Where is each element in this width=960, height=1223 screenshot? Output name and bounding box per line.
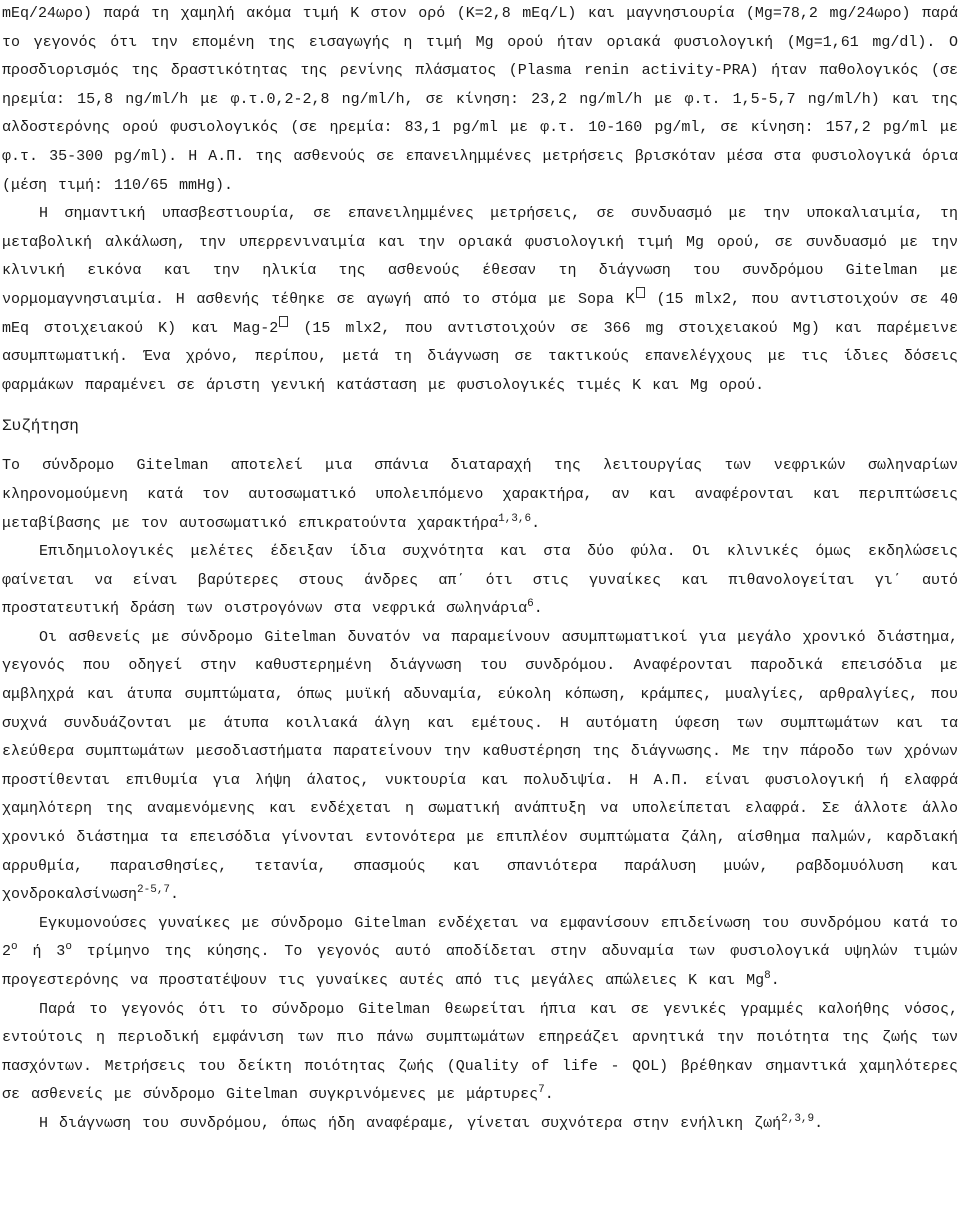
paragraph-quality-of-life: Παρά το γεγονός ότι το σύνδρομο Gitelman θεωρείται ήπια και σε γενικές γραμμές καλοήθης νόσος, εντούτοις η περιοδική εμφάνιση των πιο πάνω συμπτωμάτων επηρεάζει αρνητικά την ποιότητα της ζωής των πασχόντων. Μετρήσεις του δείκτη ποιότητας ζωής (Quality of life - QOL) βρέθηκαν σημαντικά χαμηλότερες σε ασθενείς με σύνδρομο Gitelman συγκρινόμενες με μάρτυρες$^7$. bbox=[2, 1000, 958, 1104]
citation-ref: 1,3,6 bbox=[498, 512, 532, 525]
paragraph-symptoms: Οι ασθενείς με σύνδρομο Gitelman δυνατόν να παραμείνουν ασυμπτωματικοί για μεγάλο χρονικό διάστημα, γεγονός που οδηγεί στην καθυστερημένη διάγνωση του συνδρόμου. Αναφέρονται παροδικά επεισόδια με αμβληχρά και άτυπα συμπτώματα, όπως μυϊκή αδυναμία, εύκολη κόπωση, κράμπες, μυαλγίες, αρθραλγίες, που συχνά συνδυάζονται με άτυπα κοιλιακά άλγη και εμέτους. Η αυτόματη ύφεση των συμπτωμάτων και τα ελεύθερα συμπτωμάτων μεσοδιαστήματα παρατείνουν την καθυστέρηση της διάγνωσης. Με την πάροδο των χρόνων προστίθενται επιθυμία για λήψη άλατος, νυκτουρία και πολυδιψία. Η Α.Π. είναι φυσιολογική ή ελαφρά χαμηλότερη της αναμενόμενης και ενδέχεται η σωματική ανάπτυξη να υπολείπεται ελαφρά. Σε άλλοτε άλλο χρονικό διάστημα τα επεισόδια γίνονται εντονότερα με επιπλέον συμπτώματα ζάλη, αίσθημα παλμών, καρδιακή αρρυθμία, παραισθησίες, τετανία, σπασμούς και σπανιότερα παράλυση μυών, ραβδομυόλυση και χονδροκαλσίνωση$^{2-5,7}$. bbox=[2, 628, 958, 904]
missing-glyph-icon bbox=[636, 287, 645, 298]
paragraph-text: Παρά το γεγονός ότι το σύνδρομο Gitelman θεωρείται ήπια και σε γενικές γραμμές καλοήθης νόσος, εντούτοις η περιοδική εμφάνιση των πιο πάνω συμπτωμάτων επηρεάζει αρνητικά την ποιότητα της ζωής των πασχόντων. Μετρήσεις του δείκτη ποιότητας ζωής (Quality of life - QOL) βρέθηκαν σημαντικά χαμηλότερες σε ασθενείς με σύνδρομο Gitelman συγκρινόμενες με μάρτυρες bbox=[2, 1000, 958, 1104]
paragraph-diagnosis-age: Η διάγνωση του συνδρόμου, όπως ήδη αναφέραμε, γίνεται συχνότερα στην ενήλικη ζωή$^{2,3,9}$. bbox=[39, 1112, 824, 1132]
ordinal-sup: ο bbox=[11, 941, 18, 954]
paragraph-text: Οι ασθενείς με σύνδρομο Gitelman δυνατόν να παραμείνουν ασυμπτωματικοί για μεγάλο χρονικό διάστημα, γεγονός που οδηγεί στην καθυστερημένη διάγνωση του συνδρόμου. Αναφέρονται παροδικά επεισόδια με αμβληχρά και άτυπα συμπτώματα, όπως μυϊκή αδυναμία, εύκολη κόπωση, κράμπες, μυαλγίες, αρθραλγίες, που συχνά συνδυάζονται με άτυπα κοιλιακά άλγη και εμέτους. Η αυτόματη ύφεση των συμπτωμάτων και τα ελεύθερα συμπτωμάτων μεσοδιαστήματα παρατείνουν την καθυστέρηση της διάγνωσης. Με την πάροδο των χρόνων προστίθενται επιθυμία για λήψη άλατος, νυκτουρία και πολυδιψία. Η Α.Π. είναι φυσιολογική ή ελαφρά χαμηλότερη της αναμενόμενης και ενδέχεται η σωματική ανάπτυξη να υπολείπεται ελαφρά. Σε άλλοτε άλλο χρονικό διάστημα τα επεισόδια γίνονται εντονότερα με επιπλέον συμπτώματα ζάλη, αίσθημα παλμών, καρδιακή αρρυθμία, παραισθησίες, τετανία, σπασμούς και σπανιότερα παράλυση μυών, ραβδομυόλυση και χονδροκαλσίνωση bbox=[2, 628, 958, 904]
paragraph-text: (15 mlx2, που αντιστοιχούν σε 40 mEq στοιχειακού Κ) και Mag-2 bbox=[2, 290, 958, 337]
citation-ref: 2,3,9 bbox=[781, 1112, 815, 1125]
citation-ref: 7 bbox=[538, 1084, 545, 1097]
paragraph-text: τρίμηνο της κύησης. Το γεγονός αυτό αποδίδεται στην αδυναμία των φυσιολογικά υψηλών τιμών προγεστερόνης να προστατέψουν τις γυναίκες αυτές από τις μεγάλες απώλειες Κ και Mg bbox=[2, 943, 958, 989]
paragraph-text: Η σημαντική υπασβεστιουρία, σε επανειλημμένες μετρήσεις, σε συνδυασμό με την υποκαλιαιμία, τη μεταβολική αλκάλωση, την υπερρενιναιμία και την οριακά φυσιολογική τιμή Mg ορού, σε συνδυασμό με την κλινική εικόνα και την ηλικία της ασθενούς έθεσαν τη διάγνωση του συνδρόμου Gitelman με νορμομαγνησιαιμία. Η ασθενής τέθηκε σε αγωγή από το στόμα με Sopa K bbox=[2, 205, 958, 308]
paragraph-text: Η διάγνωση του συνδρόμου, όπως ήδη αναφέραμε, γίνεται συχνότερα στην ενήλικη ζωή bbox=[39, 1114, 782, 1132]
citation-ref: 6 bbox=[527, 598, 534, 611]
paragraph-text: Εγκυμονούσες γυναίκες με σύνδρομο Gitelman ενδέχεται να εμφανίσουν επιδείνωση του συνδρόμου κατά το 2 bbox=[2, 914, 958, 961]
ordinal-sup: ο bbox=[65, 941, 72, 954]
paragraph-text: Επιδημιολογικές μελέτες έδειξαν ίδια συχνότητα και στα δύο φύλα. Οι κλινικές όμως εκδηλώσεις φαίνεται να είναι βαρύτερες στους άνδρες απ΄ ότι στις γυναίκες και πιθανολογείται γι΄ αυτό προστατευτική δράση των οιστρογόνων στα νεφρικά σωληνάρια bbox=[2, 543, 958, 618]
citation-ref: 8 bbox=[764, 970, 771, 982]
citation-ref: 2-5,7 bbox=[137, 884, 171, 897]
paragraph-text: Το σύνδρομο Gitelman αποτελεί μια σπάνια διαταραχή της λειτουργίας των νεφρικών σωληναρίων κληρονομούμενη κατά τον αυτοσωματικό υπολειπόμενο χαρακτήρα, αν και αναφέρονται και περιπτώσεις μεταβίβασης με τον αυτοσωματικό επικρατούντα χαρακτήρα bbox=[2, 457, 958, 532]
missing-glyph-icon bbox=[279, 316, 288, 327]
paragraph-text: (15 mlx2, που αντιστοιχούν σε 366 mg στοιχειακού Mg) και παρέμεινε ασυμπτωματική. Ένα χρόνο, περίπου, μετά τη διάγνωση σε τακτικούς επανελέγχους με τις ίδιες δόσεις φαρμάκων παραμένει σε άριστη γενική κατάσταση με φυσιολογικές τιμές Κ και Mg ορού. bbox=[2, 319, 958, 394]
paragraph-text: mEq/24ωρο) παρά τη χαμηλή ακόμα τιμή Κ στον ορό (Κ=2,8 mEq/L) και μαγνησιουρία (Mg=78,2 mg/24ωρο) παρά το γεγονός ότι την επομένη της εισαγωγής η τιμή Mg ορού ήταν οριακά φυσιολογική (Mg=1,61 mg/dl). Ο προσδιορισμός της δραστικότητας της ρενίνης πλάσματος (Plasma renin activity-PRA) ήταν παθολογικός (σε ηρεμία: 15,8 ng/ml/h με φ.τ.0,2-2,8 ng/ml/h, σε κίνηση: 23,2 ng/ml/h με φ.τ. 1,5-5,7 ng/ml/h) και της αλδοστερόνης ορού φυσιολογικός (σε ηρεμία: 83,1 pg/ml με φ.τ. 10-160 pg/ml, σε κίνηση: 157,2 pg/ml με φ.τ. 35-300 pg/ml). Η Α.Π. της ασθενούς σε επανειλημμένες μετρήσεις βρισκόταν μέσα στα φυσιολογικά όρια (μέση τιμή: 110/65 mmHg). bbox=[2, 5, 958, 194]
paragraph-text: ή 3 bbox=[17, 943, 66, 961]
section-heading: Συζήτηση bbox=[2, 417, 79, 436]
paragraph-diagnosis bbox=[2, 200, 958, 400]
paragraph-pregnancy: Εγκυμονούσες γυναίκες με σύνδρομο Gitelman ενδέχεται να εμφανίσουν επιδείνωση του συνδρόμου κατά το $2^o$ ή $3^o$ τρίμηνο της κύησης. Το γεγονός αυτό αποδίδεται στην αδυναμία των φυσιολογικά υψηλών τιμών προγεστερόνης να προστατέψουν τις γυναίκες αυτές από τις μεγάλες απώλειες Κ και Mg$^8$. bbox=[2, 914, 958, 989]
paragraph-inheritance: Το σύνδρομο Gitelman αποτελεί μια σπάνια διαταραχή της λειτουργίας των νεφρικών σωληναρίων κληρονομούμενη κατά τον αυτοσωματικό υπολειπόμενο χαρακτήρα, αν και αναφέρονται και περιπτώσεις μεταβίβασης με τον αυτοσωματικό επικρατούντα χαρακτήρα$^{1,3,6}$. bbox=[2, 457, 958, 532]
paragraph-epidemiology: Επιδημιολογικές μελέτες έδειξαν ίδια συχνότητα και στα δύο φύλα. Οι κλινικές όμως εκδηλώσεις φαίνεται να είναι βαρύτερες στους άνδρες απ΄ ότι στις γυναίκες και πιθανολογείται γι΄ αυτό προστατευτική δράση των οιστρογόνων στα νεφρικά σωληνάρια$^6$. bbox=[2, 543, 958, 618]
paragraph-lab-results bbox=[2, 0, 958, 200]
